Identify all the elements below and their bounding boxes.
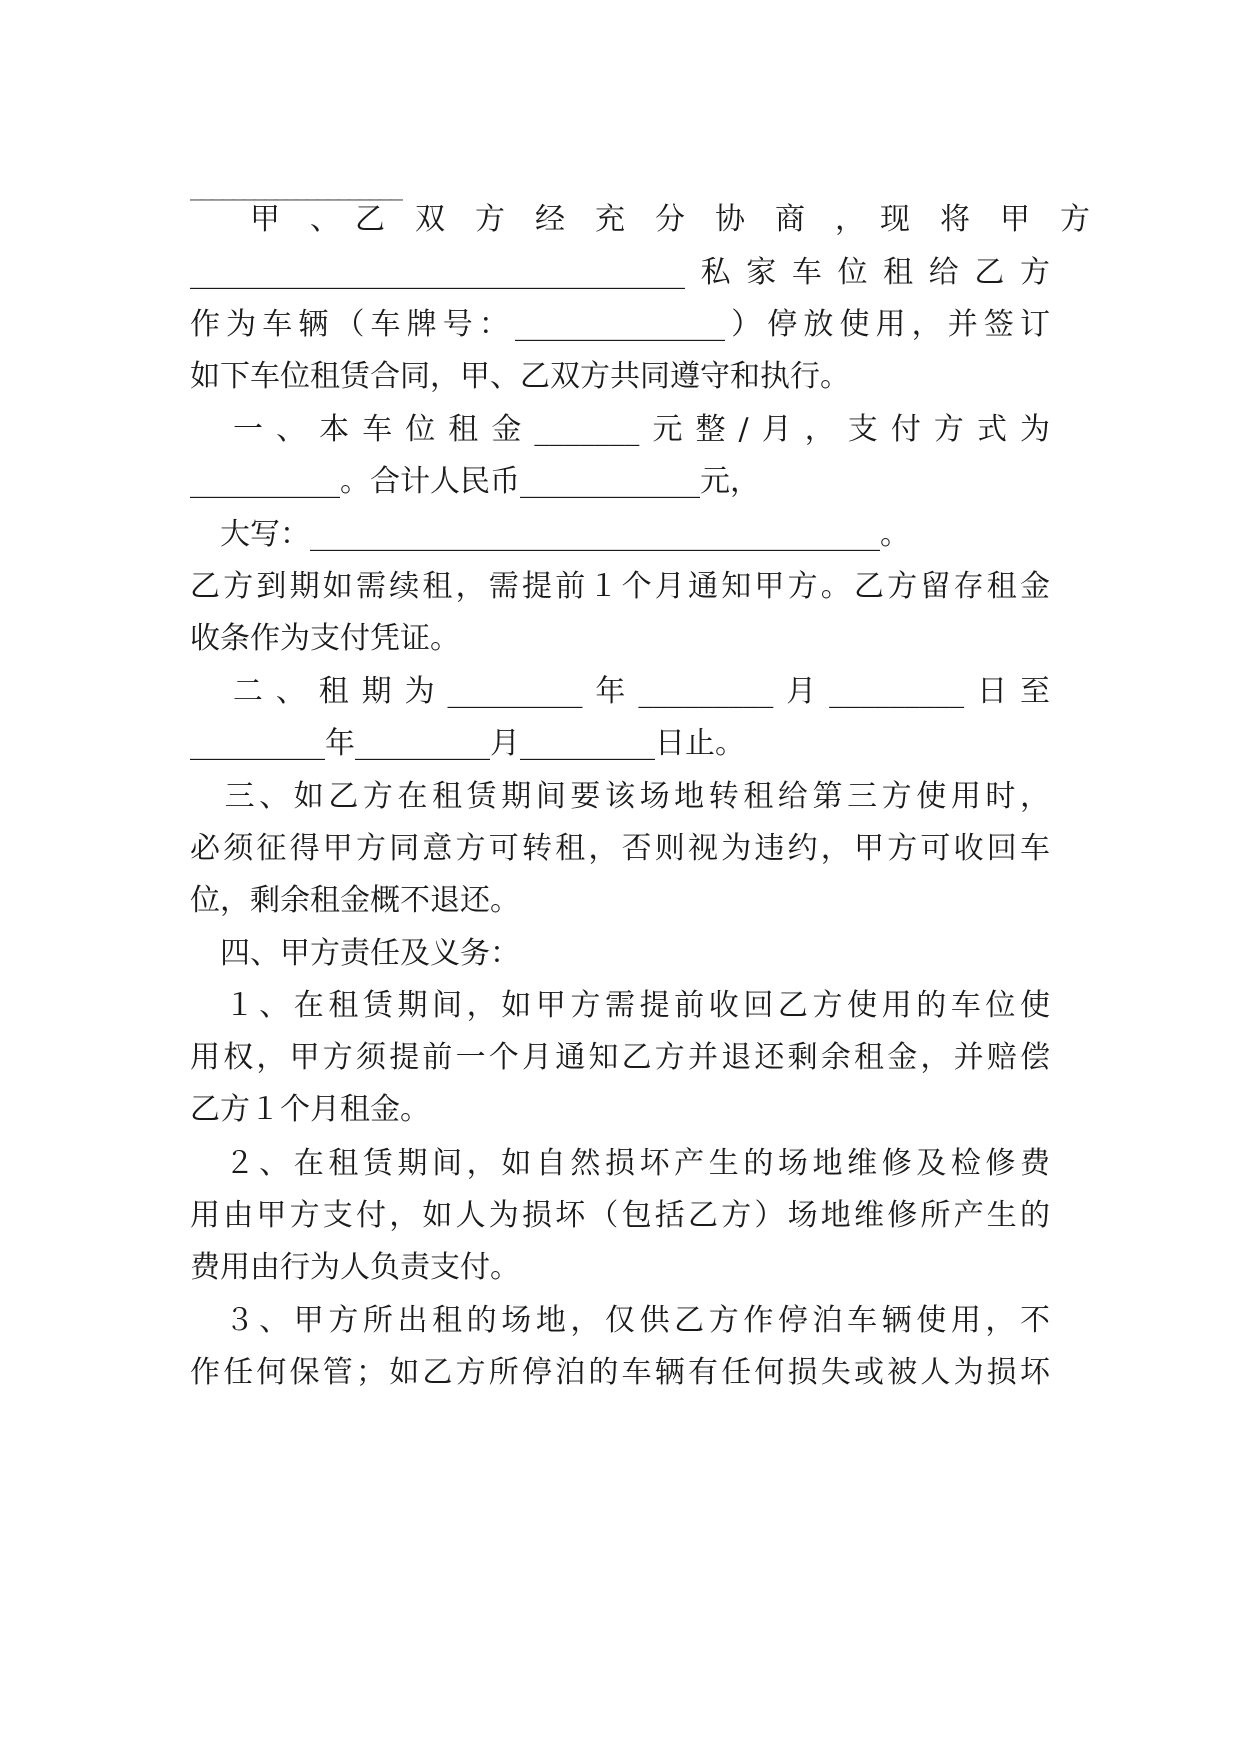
contract-line: _________年_________月_________日止。	[190, 726, 745, 761]
contract-line: 乙方到期如需续租，需提前１个月通知甲方。乙方留存租金	[190, 569, 1050, 604]
top-blank-line: ____________________	[190, 170, 400, 201]
contract-line: 作为车辆（车牌号：______________）停放使用，并签订	[190, 307, 1050, 342]
contract-line: 大写：______________________________________。	[190, 517, 910, 552]
contract-line: ２、在租赁期间，如自然损坏产生的场地维修及检修费	[190, 1146, 1050, 1181]
contract-line: 一、本车位租金_______元整/月，支付方式为	[190, 412, 1050, 447]
contract-line: 费用由行为人负责支付。	[190, 1250, 520, 1285]
contract-line: 乙方１个月租金。	[190, 1092, 430, 1127]
contract-line: 用权，甲方须提前一个月通知乙方并退还剩余租金，并赔偿	[190, 1040, 1050, 1075]
contract-line: １、在租赁期间，如甲方需提前收回乙方使用的车位使	[190, 988, 1050, 1023]
contract-line: 必须征得甲方同意方可转租，否则视为违约，甲方可收回车	[190, 831, 1050, 866]
contract-line: _________________________________私家车位租给乙方	[190, 255, 1050, 290]
contract-line: 位，剩余租金概不退还。	[190, 883, 520, 918]
contract-line: ３、甲方所出租的场地，仅供乙方作停泊车辆使用，不	[190, 1303, 1050, 1338]
contract-line: 甲 、 乙 双 方 经 充 分 协 商 ， 现 将 甲 方	[190, 202, 1090, 237]
contract-line: 收条作为支付凭证。	[190, 621, 460, 656]
contract-line: 四、甲方责任及义务：	[190, 936, 520, 971]
contract-line: 用由甲方支付，如人为损坏（包括乙方）场地维修所产生的	[190, 1198, 1050, 1233]
contract-line: 二、租期为_________年_________月_________日至	[190, 674, 1050, 709]
contract-line: 如下车位租赁合同，甲、乙双方共同遵守和执行。	[190, 359, 850, 394]
contract-line: __________。合计人民币____________元，	[190, 464, 760, 499]
contract-line: 三、如乙方在租赁期间要该场地转租给第三方使用时，	[190, 779, 1050, 814]
contract-line: 作任何保管；如乙方所停泊的车辆有任何损失或被人为损坏	[190, 1355, 1050, 1390]
